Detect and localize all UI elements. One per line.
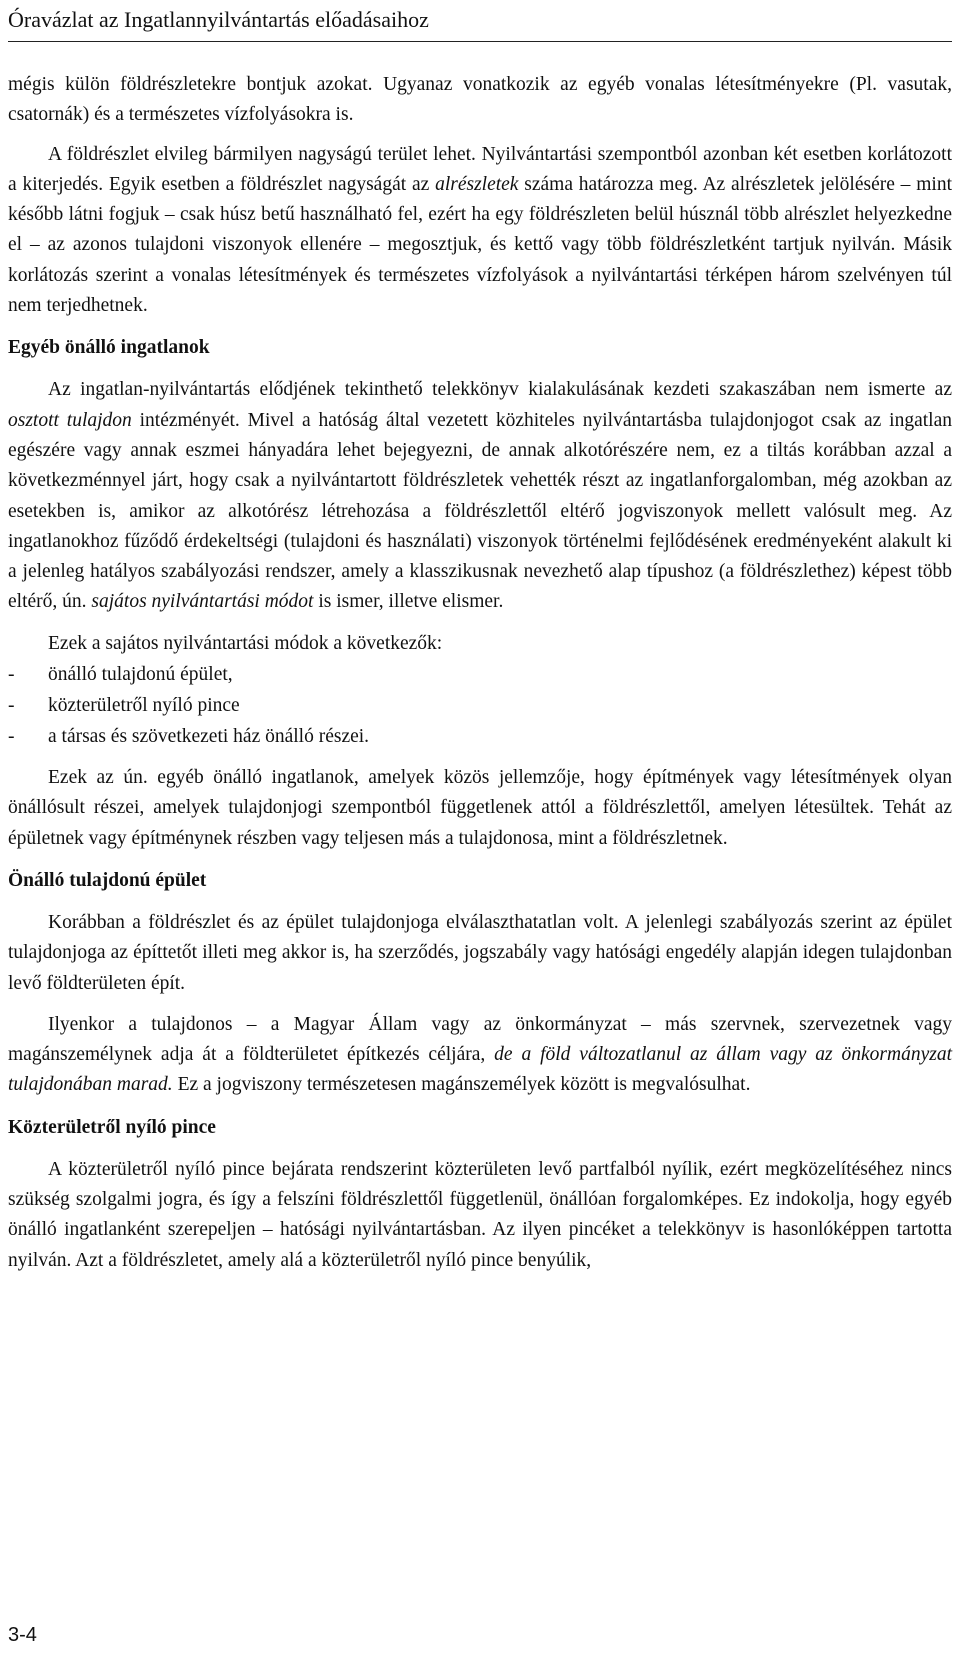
- paragraph-3: [8, 375, 952, 617]
- paragraph-3-text-a: Az ingatlan-nyilvántartás elődjének tekinthető telekkönyv kialakulásának kezdeti szakaszában nem ismerte az: [48, 379, 952, 401]
- paragraph-3-emphasis-1: osztott tulajdon: [8, 409, 132, 431]
- list-item-text: közterületről nyíló pince: [48, 695, 240, 717]
- header-divider: [8, 41, 952, 42]
- paragraph-6: Korábban a földrészlet és az épület tulajdonjoga elválaszthatatlan volt. A jelenlegi szabályozás szerint az épület tulajdonjoga az építtetőt illeti meg akkor is, ha szerződés, jogszabály vagy hatósági engedély alapján idegen tulajdonban levő földterületen épít.: [8, 911, 952, 994]
- paragraph-4: Ezek a sajátos nyilvántartási módok a következők:: [48, 632, 443, 654]
- paragraph-2-emphasis: alrészletek: [435, 173, 519, 195]
- list-dash: -: [8, 726, 15, 748]
- list-dash: -: [8, 664, 15, 686]
- paragraph-7-text-b: Ez a jogviszony természetesen magánszemélyek között is megvalósulhat.: [172, 1074, 751, 1096]
- nyilvantartasi-modok-list: [8, 659, 952, 752]
- page-number: 3-4: [8, 1624, 37, 1646]
- paragraph-3-text-c: is ismer, illetve elismer.: [313, 591, 504, 613]
- list-item-text: önálló tulajdonú épület,: [48, 664, 233, 686]
- page-header: [8, 6, 952, 34]
- paragraph-1: mégis külön földrészletekre bontjuk azokat. Ugyanaz vonatkozik az egyéb vonalas létesítményekre (Pl. vasutak, csatornák) és a természetes vízfolyásokra is.: [8, 74, 952, 126]
- section-heading-onallo-tulajdonu-epulet: Önálló tulajdonú épület: [8, 869, 207, 891]
- paragraph-7-text-a: Ilyenkor a tulajdonos – a Magyar Állam vagy az önkormányzat – más szervnek, szervezetnek vagy magánszemélynek adja át a földterületet építkezés céljára,: [8, 1013, 952, 1066]
- list-item-text: a társas és szövetkezeti ház önálló részei.: [48, 726, 370, 748]
- list-item: [8, 690, 952, 721]
- paragraph-7-emphasis: de a föld változatlanul az állam vagy az önkormányzat tulajdonában marad.: [8, 1044, 952, 1096]
- list-item: [8, 721, 952, 752]
- paragraph-3-emphasis-2: sajátos nyilvántartási módot: [91, 591, 314, 613]
- document-body: [8, 70, 952, 1276]
- list-dash: -: [8, 695, 15, 717]
- header-title: Óravázlat az Ingatlannyilvántartás előadásaihoz: [8, 7, 429, 32]
- section-heading-egyeb-onallo-ingatlanok: Egyéb önálló ingatlanok: [8, 337, 210, 359]
- paragraph-3-text-b: intézményét. Mivel a hatóság által vezetett közhiteles nyilvántartásba tulajdonjogot csak az ingatlan egészére vagy annak eszmei hányadára lehet bejegyezni, de annak alkotórészére nem, ez a tiltás korábban azzal a következménnyel járt, hogy csak a nyilvántartott földrészletek vehették részt az ingatlanforgalomban, még azokban az esetekben is, amikor az alkotórész létrehozása a földrészlettől eltérő jogviszonyok mellett valósult meg. Az ingatlanokhoz fűződő érdekeltségi (tulajdoni és használati) viszonyok történelmi fejlődésének eredményeként alakult ki a jelenleg hatályos szabályozási rendszer, amely a klasszikusnak nevezhető alap típushoz (a földrészlethez) képest több eltérő, ún.: [8, 409, 952, 613]
- paragraph-2-text-a: A földrészlet elvileg bármilyen nagyságú terület lehet. Nyilvántartási szempontból azonban két esetben korlátozott a kiterjedés. Egyik esetben a földrészlet nagyságát az: [8, 143, 952, 195]
- paragraph-8: A közterületről nyíló pince bejárata rendszerint közterületen levő partfalból nyílik, ezért megközelítéséhez nincs szükség szolgalmi jogra, és így a felszíni földrészlettől függetlenül, önállóan forgalomképes. Ez indokolja, hogy egyéb önálló ingatlanként szerepeljen – hatósági nyilvántartásban. Az ilyen pincéket a telekkönyv is hasonlóképpen tartotta nyilván. Azt a földrészletet, amely alá a közterületről nyíló pince benyúlik,: [8, 1158, 952, 1271]
- paragraph-7: [8, 1010, 952, 1101]
- list-item: [8, 659, 952, 690]
- paragraph-5: Ezek az ún. egyéb önálló ingatlanok, amelyek közös jellemzője, hogy építmények vagy létesítmények olyan önállósult részei, amelyek tulajdonjogi szempontból függetlenek attól a földrészlettől, amelyen létesültek. Tehát az épületnek vagy építménynek részben vagy teljesen más a tulajdonosa, mint a földrészletnek.: [8, 767, 952, 849]
- section-heading-kozteruletrol-nyilo-pince: Közterületről nyíló pince: [8, 1116, 216, 1138]
- paragraph-2-text-b: száma határozza meg. Az alrészletek jelölésére – mint később látni fogjuk – csak húsz betű használható fel, ezért ha egy földrészleten belül húsznál több alrészlet helyezkedne el – az azonos tulajdoni viszonyok ellenére – megosztjuk, és kettő vagy több földrészletként tartjuk nyilván. Másik korlátozás szerint a vonalas létesítmények és természetes vízfolyások a nyilvántartási térképen három szelvényen túl nem terjedhetnek.: [8, 173, 952, 317]
- paragraph-2: [8, 140, 952, 322]
- page-footer: [8, 1624, 37, 1647]
